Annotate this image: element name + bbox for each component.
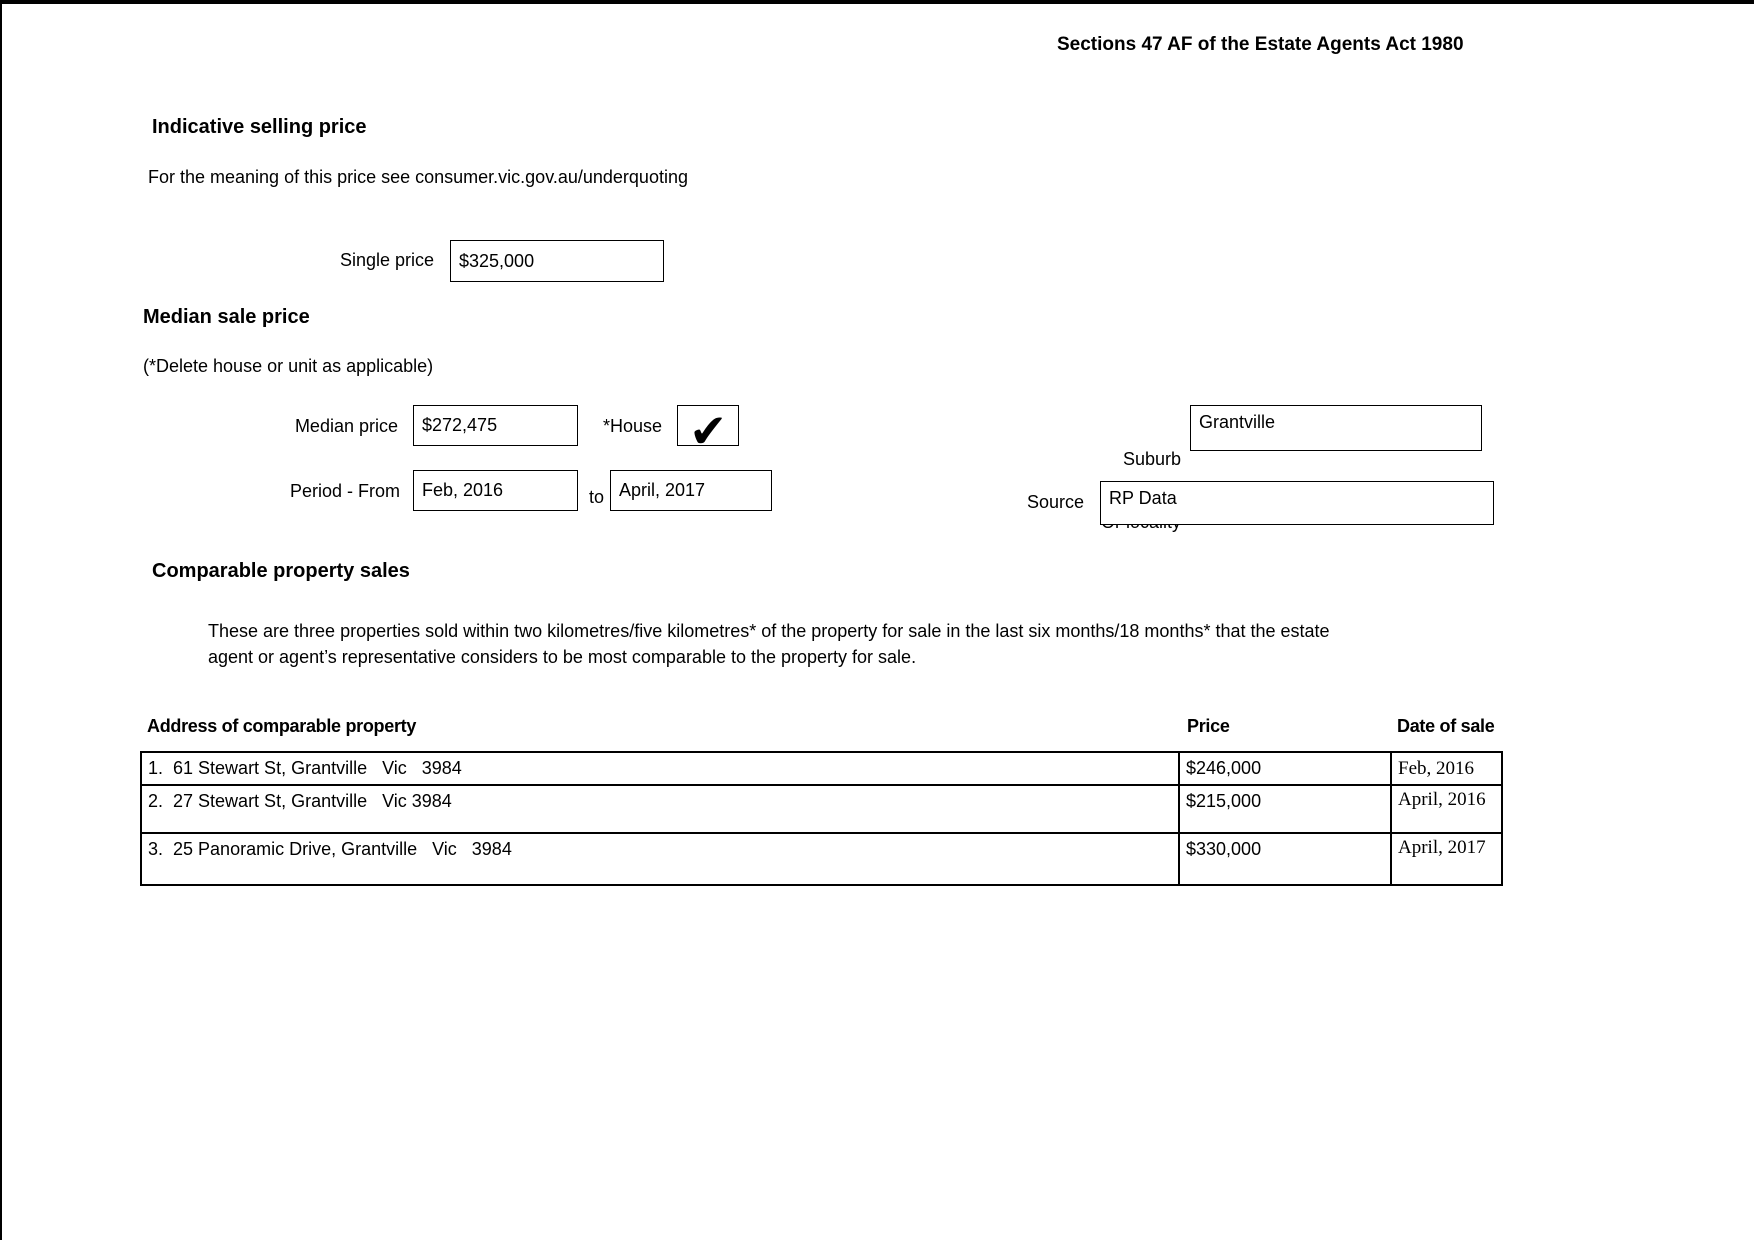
table-cell-date: April, 2016	[1390, 784, 1501, 832]
period-to-field[interactable]	[610, 470, 772, 511]
median-sale-price-heading: Median sale price	[143, 306, 310, 328]
column-header-price: Price	[1187, 716, 1230, 736]
source-label: Source	[1027, 492, 1085, 512]
single-price-field[interactable]	[450, 240, 664, 282]
table-cell-date: Feb, 2016	[1390, 753, 1501, 784]
period-from-field[interactable]	[413, 470, 578, 511]
page-left-edge	[0, 0, 2, 1240]
suburb-label-line1: Suburb	[1122, 449, 1181, 469]
median-price-value: $272,475	[422, 415, 498, 435]
source-value: RP Data	[1109, 488, 1177, 508]
house-label: *House	[603, 416, 663, 436]
comparable-sales-table	[140, 751, 1503, 886]
table-cell-address: 2. 27 Stewart St, Grantville Vic 3984	[142, 784, 1178, 832]
check-icon: ✔	[687, 402, 729, 459]
suburb-value: Grantville	[1199, 412, 1276, 432]
underquoting-note: For the meaning of this price see consumer.vic.gov.au/underquoting	[148, 167, 688, 187]
single-price-label: Single price	[339, 250, 434, 270]
comparable-description: These are three properties sold within two kilometres/five kilometres* of the property for sale in the last six months/18 months* that the estate agent or agent’s representative considers to be most comparable to the property for sale.	[208, 621, 1330, 667]
to-label: to	[589, 487, 605, 507]
period-from-label: Period - From	[289, 481, 400, 501]
suburb-field[interactable]	[1190, 405, 1482, 451]
median-price-field[interactable]	[413, 405, 578, 446]
table-cell-price: $215,000	[1178, 784, 1390, 832]
document-title: Sections 47 AF of the Estate Agents Act 1980	[1057, 34, 1464, 55]
house-checkbox[interactable]	[677, 402, 739, 459]
source-field[interactable]	[1100, 481, 1494, 525]
median-price-label: Median price	[294, 416, 398, 436]
single-price-value: $325,000	[459, 250, 535, 271]
period-from-value: Feb, 2016	[422, 480, 504, 500]
table-cell-price: $330,000	[1178, 832, 1390, 884]
column-header-date: Date of sale	[1397, 716, 1495, 736]
table-cell-date: April, 2017	[1390, 832, 1501, 884]
indicative-selling-price-heading: Indicative selling price	[152, 116, 367, 138]
table-cell-address: 1. 61 Stewart St, Grantville Vic 3984	[148, 758, 462, 778]
table-cell-address: 3. 25 Panoramic Drive, Grantville Vic 3984	[142, 832, 1178, 884]
page-top-edge	[0, 0, 1754, 4]
period-to-value: April, 2017	[619, 480, 706, 500]
delete-house-unit-note: (*Delete house or unit as applicable)	[143, 356, 434, 376]
column-header-address: Address of comparable property	[147, 716, 417, 736]
comparable-property-sales-heading: Comparable property sales	[152, 560, 410, 582]
table-cell-price: $246,000	[1178, 753, 1390, 784]
